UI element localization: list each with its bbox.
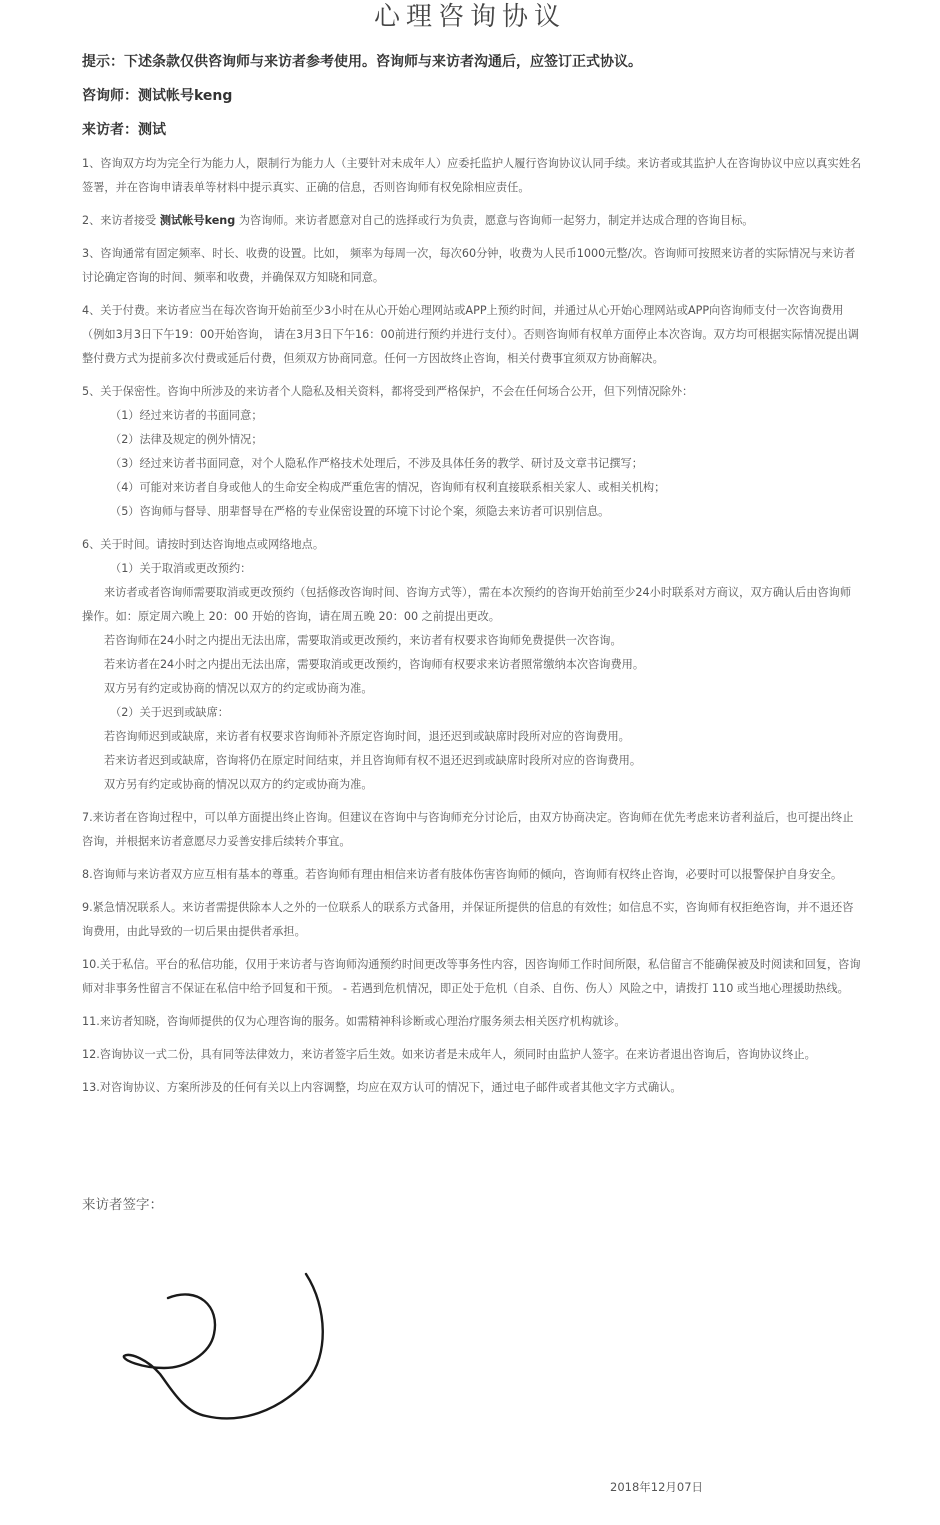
term-5-item: （5）咨询师与督导、朋辈督导在严格的专业保密设置的环境下讨论个案，须隐去来访者可识别信息。 xyxy=(110,505,610,518)
term-6-intro: 6、关于时间。请按时到达咨询地点或网络地点。 xyxy=(82,538,325,551)
terms-section xyxy=(82,152,862,1100)
term-2-counselor-name: 测试帐号keng xyxy=(159,214,236,227)
term-5-item: （1）经过来访者的书面同意； xyxy=(110,409,263,422)
term-5-item: （3）经过来访者书面同意，对个人隐私作严格技术处理后，不涉及具体任务的教学、研讨及文章书记撰写； xyxy=(110,457,643,470)
term-13: 13.对咨询协议、方案所涉及的任何有关以上内容调整，均应在双方认可的情况下，通过电子邮件或者其他文字方式确认。 xyxy=(82,1081,682,1094)
visitor-line: 来访者：测试 xyxy=(82,122,166,138)
term-1: 1、咨询双方均为完全行为能力人，限制行为能力人（主要针对未成年人）应委托监护人履行咨询协议认同手续。来访者或其监护人在咨询协议中应以真实姓名签署，并在咨询申请表单等材料中提示真实、正确的信息，否则咨询师有权免除相应责任。 xyxy=(82,157,862,194)
term-5 xyxy=(82,380,862,524)
page-title: 心理咨询协议 xyxy=(373,2,566,32)
term-6-2-title: （2）关于迟到或缺席： xyxy=(110,706,229,719)
term-6-2-line: 双方另有约定或协商的情况以双方的约定或协商为准。 xyxy=(104,778,373,791)
term-3: 3、咨询通常有固定频率、时长、收费的设置。比如， 频率为每周一次，每次60分钟，收费为人民币1000元整/次。咨询师可按照来访者的实际情况与来访者讨论确定咨询的时间、频率和收费，并确保双方知晓和同意。 xyxy=(82,247,856,284)
term-7: 7.来访者在咨询过程中，可以单方面提出终止咨询。但建议在咨询中与咨询师充分讨论后，由双方协商决定。咨询师在优先考虑来访者利益后，也可提出终止咨询，并根据来访者意愿尽力妥善安排后续转介事宜。 xyxy=(82,811,854,848)
term-9: 9.紧急情况联系人。来访者需提供除本人之外的一位联系人的联系方式备用，并保证所提供的信息的有效性；如信息不实，咨询师有权拒绝咨询，并不退还咨询费用，由此导致的一切后果由提供者承担。 xyxy=(82,901,854,938)
term-6-1-line: 双方另有约定或协商的情况以双方的约定或协商为准。 xyxy=(104,682,373,695)
notice-text: 提示：下述条款仅供咨询师与来访者参考使用。咨询师与来访者沟通后，应签订正式协议。 xyxy=(82,54,642,70)
term-2-suffix: 为咨询师。来访者愿意对自己的选择或行为负责，愿意与咨询师一起努力，制定并达成合理的咨询目标。 xyxy=(235,214,754,227)
signature-label: 来访者签字： xyxy=(82,1197,163,1213)
term-6-1-body: 来访者或者咨询师需要取消或更改预约（包括修改咨询时间、咨询方式等），需在本次预约的咨询开始前至少24小时联系对方商议，双方确认后由咨询师操作。如：原定周六晚上 20：00 开始的咨询，请在周五晚 20：00 之前提出更改。 xyxy=(82,586,852,623)
term-6 xyxy=(82,533,862,797)
term-8: 8.咨询师与来访者双方应互相有基本的尊重。若咨询师有理由相信来访者有肢体伤害咨询师的倾向，咨询师有权终止咨询，必要时可以报警保护自身安全。 xyxy=(82,868,843,881)
term-5-item: （2）法律及规定的例外情况； xyxy=(110,433,263,446)
handwritten-signature xyxy=(100,1262,350,1432)
term-12: 12.咨询协议一式二份，具有同等法律效力，来访者签字后生效。如来访者是未成年人，须同时由监护人签字。在来访者退出咨询后，咨询协议终止。 xyxy=(82,1048,816,1061)
term-2-prefix: 2、来访者接受 xyxy=(82,214,160,227)
term-5-item: （4）可能对来访者自身或他人的生命安全构成严重危害的情况，咨询师有权利直接联系相关家人、或相关机构； xyxy=(110,481,666,494)
signature-date: 2018年12月07日 xyxy=(610,1480,704,1494)
counselor-line: 咨询师：测试帐号keng xyxy=(82,88,233,104)
term-2 xyxy=(82,209,862,233)
term-5-intro: 5、关于保密性。咨询中所涉及的来访者个人隐私及相关资料，都将受到严格保护，不会在任何场合公开，但下列情况除外： xyxy=(82,385,694,398)
term-10: 10.关于私信。平台的私信功能，仅用于来访者与咨询师沟通预约时间更改等事务性内容，因咨询师工作时间所限，私信留言不能确保被及时阅读和回复，咨询师对非事务性留言不保证在私信中给予回复和干预。 - 若遇到危机情况，即正处于危机（自杀、自伤、伤人）风险之中，请拨打 110 或当地心理援助热线。 xyxy=(82,958,861,995)
term-11: 11.来访者知晓，咨询师提供的仅为心理咨询的服务。如需精神科诊断或心理治疗服务须去相关医疗机构就诊。 xyxy=(82,1015,626,1028)
term-6-1-line: 若咨询师在24小时之内提出无法出席，需要取消或更改预约，来访者有权要求咨询师免费提供一次咨询。 xyxy=(104,634,622,647)
term-6-1-line: 若来访者在24小时之内提出无法出席，需要取消或更改预约，咨询师有权要求来访者照常缴纳本次咨询费用。 xyxy=(104,658,645,671)
term-6-1-title: （1）关于取消或更改预约： xyxy=(110,562,252,575)
term-6-2-line: 若来访者迟到或缺席，咨询将仍在原定时间结束，并且咨询师有权不退还迟到或缺席时段所对应的咨询费用。 xyxy=(104,754,642,767)
term-6-2-line: 若咨询师迟到或缺席，来访者有权要求咨询师补齐原定咨询时间，退还迟到或缺席时段所对应的咨询费用。 xyxy=(104,730,630,743)
term-4: 4、关于付费。来访者应当在每次咨询开始前至少3小时在从心开始心理网站或APP上预约时间，并通过从心开始心理网站或APP向咨询师支付一次咨询费用（例如3月3日下午19：00开始咨询， 请在3月3日下午16：00前进行预约并进行支付）。否则咨询师有权单方面停止本次咨询。双方均可根据实际情况提出调整付费方式为提前多次付费或延后付费，但须双方协商同意。任何一方因故终止咨询，相关付费事宜须双方协商解决。 xyxy=(82,304,859,365)
